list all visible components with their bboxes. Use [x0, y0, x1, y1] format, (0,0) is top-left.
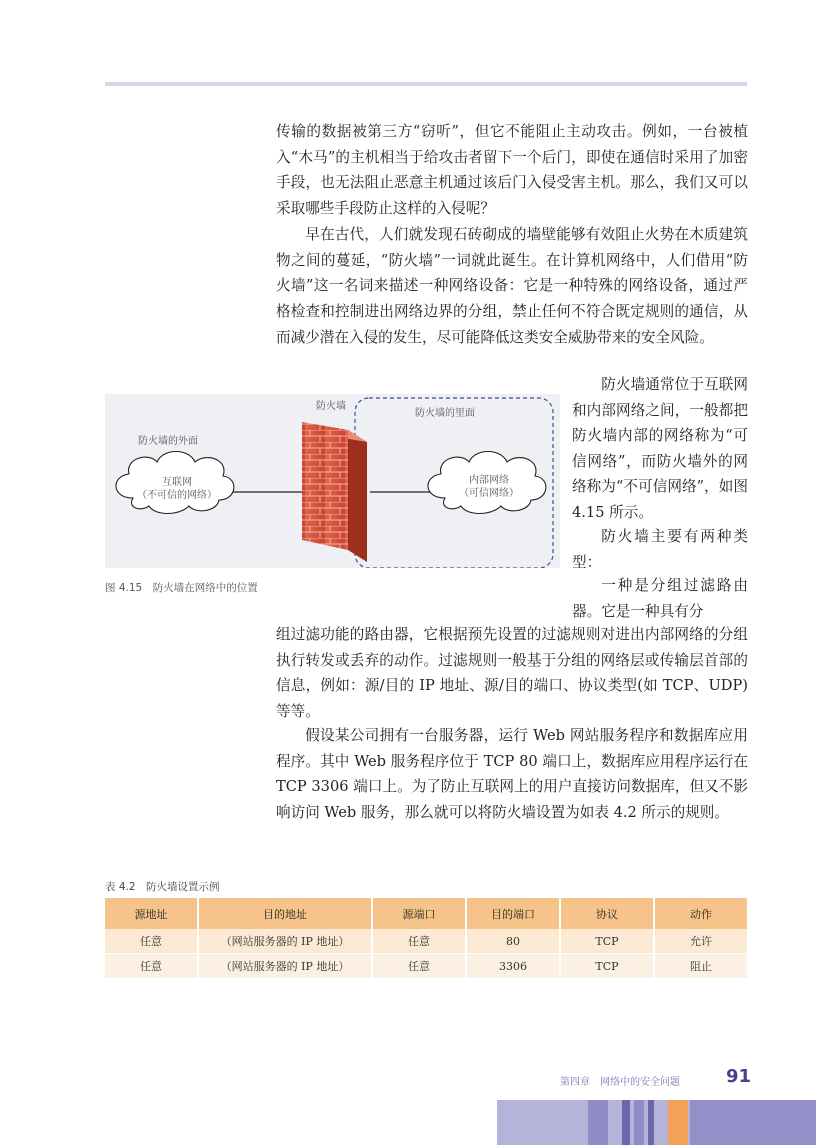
internet-cloud-line2: （不可信的网络） [137, 490, 217, 501]
table-cell: 任意 [372, 954, 466, 979]
paragraph-5: 一种是分组过滤路由器。它是一种具有分 [572, 577, 748, 620]
internal-cloud-label [429, 474, 549, 500]
table-cell: 80 [466, 929, 560, 954]
header-source-address: 源地址 [105, 898, 198, 929]
footer-stripe [690, 1100, 816, 1145]
table-row [105, 954, 747, 979]
paragraph-1: 传输的数据被第三方“窃听”，但它不能阻止主动攻击。例如，一台被植入“木马”的主机相当于给攻击者留下一个后门，即使在通信时采用了加密手段，也无法阻止恶意主机通过该后门入侵受害主机。那么，我们又可以采取哪些手段防止这样的入侵呢？ [276, 123, 748, 218]
footer-stripe [622, 1100, 630, 1145]
header-destination-port: 目的端口 [466, 898, 560, 929]
paragraph-2: 早在古代，人们就发现石砖砌成的墙壁能够有效阻止火势在木质建筑物之间的蔓延，“防火墙”一词就此诞生。在计算机网络中，人们借用“防火墙”这一名词来描述一种网络设备：它是一种特殊的网络设备，通过严格检查和控制进出网络边界的分组，禁止任何不符合既定规则的通信，从而减少潜在入侵的发生，尽可能降低这类安全威胁带来的安全风险。 [276, 226, 748, 346]
table-cell: （网站服务器的 IP 地址） [198, 929, 372, 954]
header-source-port: 源端口 [372, 898, 466, 929]
internal-cloud-line2: （可信网络） [459, 488, 519, 499]
paragraph-7: 假设某公司拥有一台服务器，运行 Web 网站服务程序和数据库应用程序。其中 Web 服务程序位于 TCP 80 端口上，数据库应用程序运行在 TCP 3306 端口上。为了防止互联网上的用户直接访问数据库，但又不影响访问 Web 服务，那么就可以将防火墙设置为如表 4.2 所示的规则。 [276, 727, 748, 822]
paragraph-6: 组过滤功能的路由器，它根据预先设置的过滤规则对进出内部网络的分组执行转发或丢弃的动作。过滤规则一般基于分组的网络层或传输层首部的信息，例如：源/目的 IP 地址、源/目的端口、协议类型(如 TCP、UDP)等等。 [276, 626, 748, 721]
header-protocol: 协议 [560, 898, 654, 929]
internet-cloud-line1: 互联网 [162, 477, 192, 488]
internet-cloud-label [117, 476, 237, 502]
table-cell: 阻止 [654, 954, 747, 979]
header-rule [105, 82, 747, 86]
table-cell: 任意 [372, 929, 466, 954]
paragraph-3: 防火墙通常位于互联网和内部网络之间，一般都把防火墙内部的网络称为“可信网络”，而防火墙外的网络称为“不可信网络”，如图 4.15 所示。 [572, 376, 748, 521]
internal-cloud-line1: 内部网络 [469, 475, 509, 486]
footer-stripe [648, 1100, 654, 1145]
label-firewall: 防火墙 [316, 401, 346, 412]
footer-stripe [588, 1100, 608, 1145]
table-cell: TCP [560, 929, 654, 954]
header-destination-address: 目的地址 [198, 898, 372, 929]
firewall-figure [105, 394, 560, 568]
label-inside: 防火墙的里面 [415, 408, 475, 419]
firewall-wall-front [302, 422, 348, 550]
table-header-row [105, 898, 747, 929]
chapter-title: 第四章 网络中的安全问题 [560, 1077, 680, 1088]
paragraph-4: 防火墙主要有两种类型： [572, 528, 748, 571]
table-cell: （网站服务器的 IP 地址） [198, 954, 372, 979]
header-action: 动作 [654, 898, 747, 929]
page-number: 91 [726, 1066, 752, 1087]
firewall-rules-table [105, 898, 747, 978]
figure-caption: 图 4.15 防火墙在网络中的位置 [105, 582, 258, 594]
firewall-wall-side [348, 430, 367, 562]
footer-stripe-orange [668, 1100, 688, 1145]
label-outside: 防火墙的外面 [138, 436, 198, 447]
table-cell: TCP [560, 954, 654, 979]
table-caption: 表 4.2 防火墙设置示例 [105, 881, 220, 893]
table-cell: 允许 [654, 929, 747, 954]
table-cell: 3306 [466, 954, 560, 979]
table-row [105, 929, 747, 954]
table-cell: 任意 [105, 929, 198, 954]
table-cell: 任意 [105, 954, 198, 979]
footer-stripe [634, 1100, 644, 1145]
